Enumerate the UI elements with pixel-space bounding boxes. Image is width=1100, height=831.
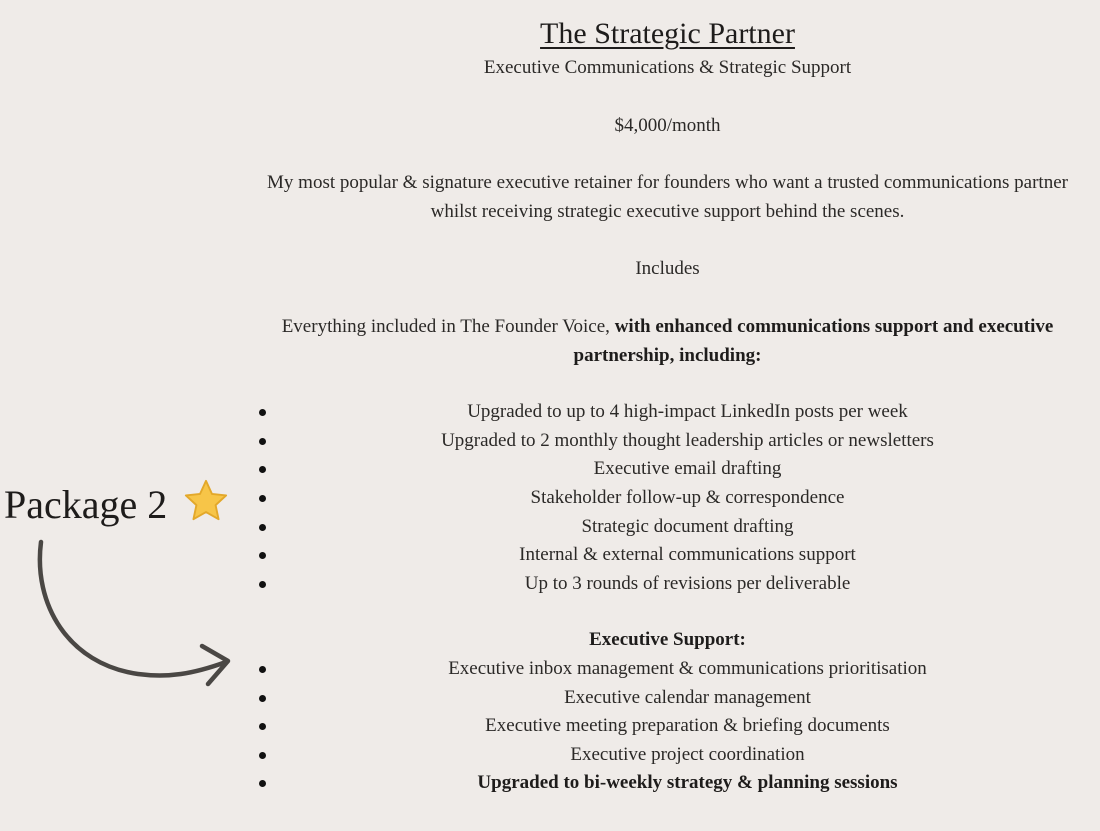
list-item: Upgraded to 2 monthly thought leadership articles or newsletters [250, 427, 1085, 456]
communications-list [250, 398, 1085, 598]
package-card [250, 14, 1085, 798]
package-label-text: Package 2 [4, 482, 168, 527]
list-item: Stakeholder follow-up & correspondence [250, 484, 1085, 513]
curved-arrow-icon [28, 534, 248, 694]
includes-summary [250, 313, 1085, 370]
package-description: My most popular & signature executive retainer for founders who want a trusted communications partner whilst receiving strategic executive support behind the scenes. [267, 172, 1068, 222]
summary-bold: with enhanced communications support and executive partnership, including: [573, 315, 1054, 366]
summary-plain: Everything included in The Founder Voice, [281, 315, 615, 337]
list-item: Up to 3 rounds of revisions per deliverable [250, 570, 1085, 599]
package-title: The Strategic Partner [540, 17, 795, 50]
package-subtitle: Executive Communications & Strategic Support [483, 57, 852, 78]
list-item: Upgraded to bi-weekly strategy & planning sessions [250, 769, 1085, 798]
support-heading: Executive Support: [589, 629, 746, 651]
support-list [250, 655, 1085, 798]
list-item: Internal & external communications support [250, 541, 1085, 570]
list-item: Upgraded to up to 4 high-impact LinkedIn posts per week [250, 398, 1085, 427]
list-item: Executive project coordination [250, 741, 1085, 770]
includes-heading: Includes [635, 258, 700, 280]
package-price: $4,000/month [614, 114, 721, 136]
star-icon [183, 478, 229, 524]
list-item: Executive meeting preparation & briefing documents [250, 712, 1085, 741]
package-label [4, 478, 229, 531]
list-item: Executive email drafting [250, 455, 1085, 484]
list-item: Strategic document drafting [250, 513, 1085, 542]
list-item: Executive inbox management & communications prioritisation [250, 655, 1085, 684]
list-item: Executive calendar management [250, 684, 1085, 713]
